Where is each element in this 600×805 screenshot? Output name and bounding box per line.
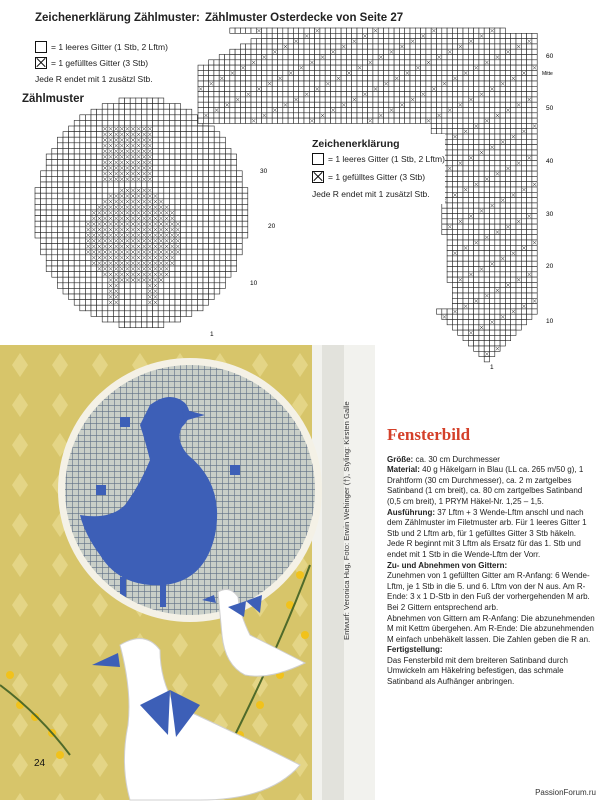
axis-right-50: 50 xyxy=(546,105,554,112)
axis-left-10: 10 xyxy=(250,280,258,287)
empty-box-icon xyxy=(312,153,324,165)
watermark: PassionForum.ru xyxy=(535,788,596,797)
article-title: Fensterbild xyxy=(387,425,471,444)
filled-box-icon xyxy=(312,171,324,183)
axis-left-1: 1 xyxy=(210,331,214,338)
size-text: ca. 30 cm Durchmesser xyxy=(413,454,500,464)
axis-left-30: 30 xyxy=(260,168,268,175)
increase-text: Zunehmen von 1 gefüllten Gitter am R-Anfang: 6 Wende-Lftm, je 1 Stb in die 5. und 6. Lftm von der N aus. Am R-Ende: 3 x 1 D-Stb in den Fuß der vorhergehenden M arb. Bei 2 Gittern entsprechend arb. xyxy=(387,571,590,612)
photo-credit-box xyxy=(342,355,356,640)
axis-right-1: 1 xyxy=(490,364,494,371)
photo-illustration xyxy=(0,345,375,800)
decrease-text: Abnehmen von Gittern am R-Anfang: Die abzunehmenden M mit Kettm übergehen. Am R-Ende: Die abzunehmenden M einfach unbehäkelt lassen. Die Zahlen geben die R an. xyxy=(387,613,595,644)
axis-right-40: 40 xyxy=(546,158,554,165)
execution-label: Ausführung: xyxy=(387,507,435,517)
material-text: 40 g Häkelgarn in Blau (LL ca. 265 m/50 g), 1 Drahtform (30 cm Durchmesser), ca. 2 m zartgelbes Satinband (1 cm breit), ca. 80 cm zartgelbes Satinband (0,5 cm breit), 1 PRYM Häkel-Nr. 1,25 – 1,5. xyxy=(387,465,584,506)
legend-right-title: Zeichenerklärung xyxy=(312,138,400,150)
increase-decrease-heading: Zu- und Abnehmen von Gittern: xyxy=(387,560,508,570)
legend-right-filled-text: = 1 gefülltes Gitter (3 Stb) xyxy=(328,172,426,182)
material-paragraph xyxy=(387,465,595,507)
page-number: 24 xyxy=(34,758,46,769)
legend-right-empty-text: = 1 leeres Gitter (1 Stb, 2 Lftm) xyxy=(328,154,445,164)
execution-paragraph xyxy=(387,508,595,561)
size-paragraph xyxy=(387,455,595,466)
material-label: Material: xyxy=(387,465,420,475)
legend-left-empty xyxy=(35,41,168,53)
legend-left-filled-text: = 1 gefülltes Gitter (3 Stb) xyxy=(51,58,149,68)
window-picture-photo xyxy=(0,345,375,800)
legend-left-filled xyxy=(35,57,148,69)
filled-box-icon xyxy=(35,57,47,69)
execution-text: 37 Lftm + 3 Wende-Lftm anschl und nach dem Zählmuster im Filetmuster arb. Für 1 leeres Gitter 1 Stb und 2 Lftm arb, für 1 gefülltes Gitter 3 Stb häkeln. Jede R beginnt mit 3 Lftm als Ersatz für das 1. Stb und endet mit 1 Stb in die Wende-Lftm der Vorr. xyxy=(387,507,587,559)
pattern-right-title: Zählmuster Osterdecke von Seite 27 xyxy=(205,12,404,24)
finishing-text: Das Fensterbild mit dem breiteren Satinband durch Umwickeln am Häkelring befestigen, das schmale Satinband als Aufhänger anbringen. xyxy=(387,655,568,687)
size-label: Größe: xyxy=(387,454,414,464)
pattern-left-title: Zählmuster xyxy=(22,93,84,105)
finishing-heading: Fertigstellung: xyxy=(387,645,443,655)
legend-left-note: Jede R endet mit 1 zusätzl Stb. xyxy=(35,74,153,84)
legend-right-filled xyxy=(312,171,425,183)
axis-right-10: 10 xyxy=(546,318,554,325)
axis-right-30: 30 xyxy=(546,211,554,218)
article xyxy=(387,425,595,688)
mitte-label: Mitte xyxy=(542,71,553,77)
empty-box-icon xyxy=(35,41,47,53)
legend-right-note: Jede R endet mit 1 zusätzl Stb. xyxy=(312,189,430,199)
legend-left-title: Zeichenerklärung Zählmuster: xyxy=(35,12,200,24)
axis-left-20: 20 xyxy=(268,223,276,230)
axis-right-20: 20 xyxy=(546,263,554,270)
axis-right-60: 60 xyxy=(546,53,554,60)
photo-credit: Entwurf: Veronica Hug, Foto: Erwin Wehinger (†), Styling: Kirsten Galle xyxy=(342,401,351,640)
legend-right-empty xyxy=(312,153,445,165)
legend-left-empty-text: = 1 leeres Gitter (1 Stb, 2 Lftm) xyxy=(51,42,168,52)
